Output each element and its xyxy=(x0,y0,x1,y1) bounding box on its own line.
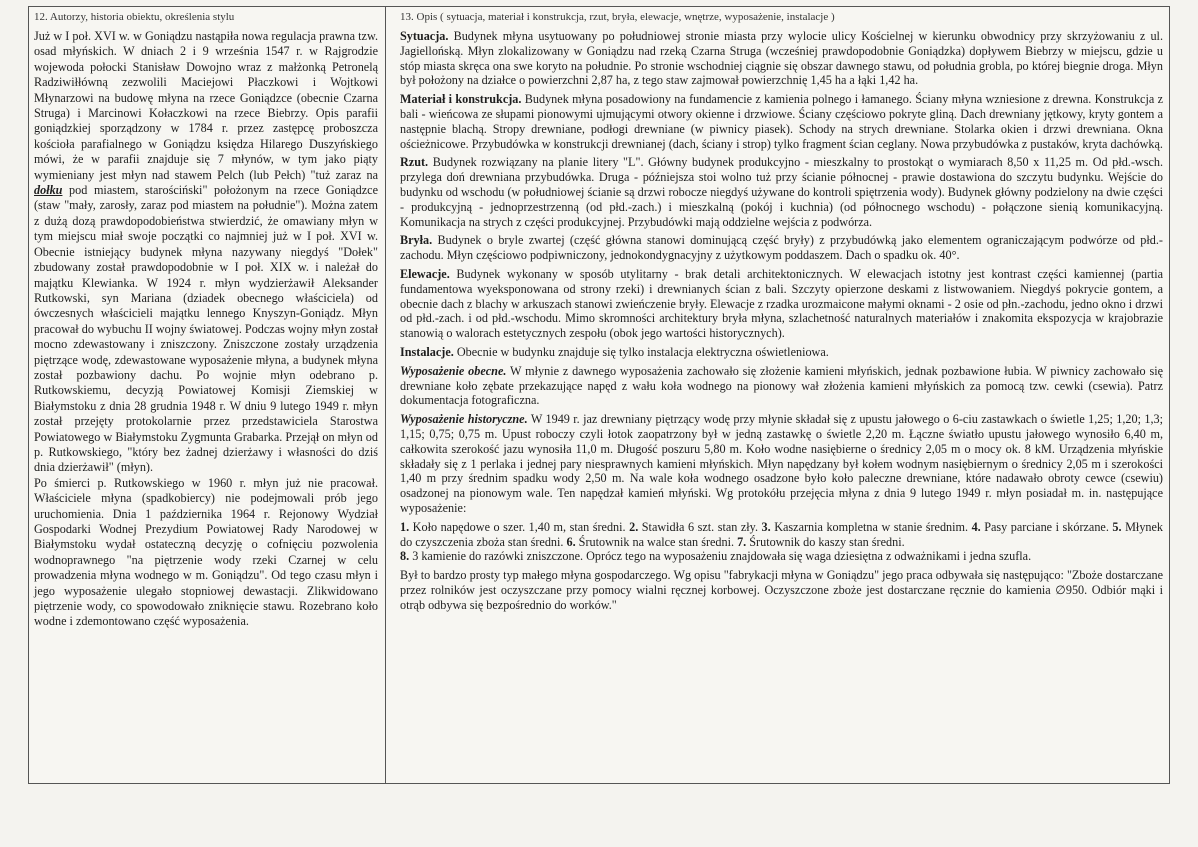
section-text: Budynek wykonany w sposób utylitarny - brak detali architektonicznych. W elewacjach istotny jest kontrast części kamiennej (partia fundamentowa wyeksponowana od strony rzeki) i drewnianych ścian z bali. Szczyty opierzone deskami z listwowaniem. Niegdyś pokrycie gontem, a obecnie dach z blachy w arkuszach stanowi zwieńczenie bryły. Elewacje z rzadka urozmaicone małymi oknami - 2 osie od płn.-zachodu, jedno okno i drzwi od płd.-zach. i od płd.-wschodu. Mimo skromności architektury bryła młyna, szlachetność naturalnych materiałów i znakomita ekspozycja w krajobrazie stanowią o walorach estetycznych zespołu (obok jego wartości historycznych). xyxy=(400,266,1163,341)
description-text xyxy=(400,29,1163,612)
equipment-number: 7. xyxy=(737,534,747,549)
right-column-header: 13. Opis ( sytuacja, materiał i konstrukcja, rzut, bryła, elewacje, wnętrze, wyposażenie, instalacje ) xyxy=(400,11,835,23)
section-title: Wyposażenie historyczne. xyxy=(400,412,528,427)
equipment-item: Kaszarnia kompletna w stanie średnim. xyxy=(770,519,972,534)
emphasized-word: dołku xyxy=(34,183,63,198)
equipment-number: 2. xyxy=(629,519,639,534)
section-plan xyxy=(400,155,1163,229)
history-paragraph-2: Po śmierci p. Rutkowskiego w 1960 r. młyn już nie pracował. Właściciele młyna (spadkobiercy) nie podejmowali prób jego uruchomienia. Dnia 1 października 1964 r. Rejonowy Wydział Gospodarki Wodnej Prezydium Powiatowej Rady Narodowej w Białymstoku wydał ostateczną decyzję o cofnięciu pozwolenia wodnoprawnego "na piętrzenie wody rzeki Czarnej w celu prowadzenia młyna wodnego w m. Goniądzu". Od tego czasu młyn i jego wyposażenie ulegało stopniowej dewastacji. Zlikwidowano piętrzenie wody, co spowodowało zniknięcie stawu. Rozebrano koło wodne i zdemontowano część wyposażenia. xyxy=(34,475,378,629)
equipment-item: 3 kamienie do razówki zniszczone. Oprócz tego na wyposażeniu znajdowała się waga dziesiętna z odważnikami i jedna szufla. xyxy=(409,549,1032,564)
equipment-number: 6. xyxy=(566,534,576,549)
equipment-number: 8. xyxy=(400,549,410,564)
section-title: Rzut. xyxy=(400,155,429,170)
section-text: Budynek młyna usytuowany po południowej stronie miasta przy wylocie ulicy Kościelnej w kierunku obwodnicy przy skrzyżowaniu z ul. Jagiellońską. Młyn zlokalizowany w Goniądzu nad rzeką Czarna Struga (wcześniej prawdopodobnie Goniądzka) dopływem Biebrzy w miejscu, gdzie u stóp miasta skręca ona swe koryto na południe. Po stronie wschodniej ciągnie się obszar dawnego stawu, od południa grobla, po której biegnie droga. Młyn był położony na działce o powierzchni 2,87 ha, z tego staw zajmował powierzchnię 1,45 ha a łąki 1,42 ha. xyxy=(400,29,1163,88)
section-title: Materiał i konstrukcja. xyxy=(400,92,522,107)
section-elevations xyxy=(400,267,1163,341)
section-title: Sytuacja. xyxy=(400,29,449,43)
equipment-item: Koło napędowe o szer. 1,40 m, stan średni. xyxy=(409,519,630,534)
equipment-item: Stawidła 6 szt. stan zły. xyxy=(638,519,762,534)
section-text: Budynek młyna posadowiony na fundamencie z kamienia polnego i łamanego. Ściany młyna wzniesione z drewna. Konstrukcja z bali - wieńcowa ze słupami pionowymi ujmującymi otwory okienne i drzwiowe. Ściany częściowo pokryte gliną. Dach drewniany jętkowy, kryty gontem a następnie blachą. Stropy drewniane, podłogi drewniane (w piwnicy piasek). Schody na strych drewniane. Stolarka okien i drzwi drewniana. Okna ościeżnicowe. Przybudówka w konstrukcji drewnianej (dach, ściany i strop) tylko fragment ścian ceglany. Nowa przybudówka z pustaków, kryta dachówką. xyxy=(400,92,1163,151)
history-text-part: Już w I poł. XVI w. w Goniądzu nastąpiła nowa regulacja prawna tzw. osad młyńskich. W dniach 2 i 9 września 1547 r. w Rajgrodzie wojewoda połocki Stanisław Dowojno wraz z małżonką Petronelą Radziwiłłówną zezwolili Maciejowi Płaczkowi i Wojtkowi Młynarzowi na budowę młyna na rzece Goniądzce (obecnie Czarna Struga) i Marcinowi Kołaczkowi na rzece Biebrzy. Opis parafii goniądzkiej sporządzony w 1784 r. przez zastępcę proboszcza kościoła parafialnego w Goniądzu księdza Hilarego Duszyńskiego mówi, że w parafii znajduje się 7 młynów, w tym jako piąty wymieniany jest młyn nad stawem Pelch (lub Pełch) "tuż zaraz na xyxy=(34,29,378,182)
equipment-item: Młynek do czyszczenia zboża stan średni. xyxy=(400,519,1164,549)
section-text: W młynie z dawnego wyposażenia zachowało się złożenie kamieni młyńskich, jednak pozbawione łubia. W piwnicy zachowało się drewniane koło zębate przekazujące napęd z wału koła wodnego na pionowy wał złożenia kamieni młyńskich za pomocą tzw. cewki (csewia). Patrz dokumentacja fotograficzna. xyxy=(400,363,1163,408)
section-text: Budynek o bryle zwartej (część główna stanowi dominującą część bryły) z przybudówką jako elementem ograniczającym podwórze od płd.-zachodu. Młyn częściowo podpiwniczony, jednokondygnacyjny z użytkowym poddaszem. Dach o spadku ok. 40°. xyxy=(400,233,1163,263)
history-paragraph-1 xyxy=(34,29,378,476)
history-text xyxy=(34,29,378,630)
section-title: Instalacje. xyxy=(400,344,454,359)
equipment-number: 3. xyxy=(761,519,771,534)
section-situation xyxy=(400,29,1163,88)
equipment-item: Śrutownik na walce stan średni. xyxy=(575,534,738,549)
closing-paragraph: Był to bardzo prosty typ małego młyna gospodarczego. Wg opisu "fabrykacji młyna w Goniądzu" jego praca odbywała się następująco: "Zboże dostarczane przez rolników jest oczyszczane przy pomocy wialni ręcznej korbowej. Oczyszczone zboże jest dostarczane ręcznie do kamienia ∅950. Odbiór mąki i otrąb odbywa się bezpośrednio do worków." xyxy=(400,568,1163,612)
section-installations xyxy=(400,345,1163,360)
equipment-line-8 xyxy=(400,549,1163,564)
section-title: Bryła. xyxy=(400,233,433,248)
equipment-item: Śrutownik do kaszy stan średni. xyxy=(746,534,905,549)
equipment-item: Pasy parciane i skórzane. xyxy=(980,519,1113,534)
section-current-equipment xyxy=(400,364,1163,408)
section-historic-equipment xyxy=(400,412,1163,516)
equipment-number: 4. xyxy=(971,519,981,534)
section-material xyxy=(400,92,1163,151)
left-column xyxy=(29,7,386,783)
section-text: Obecnie w budynku znajduje się tylko instalacja elektryczna oświetleniowa. xyxy=(453,344,829,359)
section-title: Wyposażenie obecne. xyxy=(400,363,507,378)
left-column-header: 12. Autorzy, historia obiektu, określenia stylu xyxy=(34,11,235,23)
document-frame xyxy=(28,6,1170,784)
equipment-number: 1. xyxy=(400,519,410,534)
section-text: Budynek rozwiązany na planie litery "L". Główny budynek produkcyjno - mieszkalny to prostokąt o wymiarach 8,50 x 11,25 m. Od płd.-wsch. przylega doń drewniana przybudówka. Druga - późniejsza stoi wolno tuż przy ścianie północnej - prawie dostawiona do szczytu budynku. Wejście do budynku od wschodu (w południowej ścianie są drzwi robocze niegdyś używane do kontroli spiętrzenia wody). Budynek główny podzielony na dwie części - produkcyjną - jednoprzestrzenną (od płd.-zach.) i mieszkalną (pokój i kuchnia) (od północnego wschodu) - połączone sienią komunikacyjną. Komunikacja na strych z części produkcyjnej. Przybudówki mają oddzielne wejścia z podwórza. xyxy=(400,155,1163,229)
section-text: W 1949 r. jaz drewniany piętrzący wodę przy młynie składał się z upustu jałowego o 6-ciu zastawkach o świetle 1,25; 1,20; 1,3; 1,15; 0,75; 0,75 m. Upust roboczy czyli łotok zaopatrzony był w jedną zastawkę o świetle 2,20 m. Łączne światło upustu jałowego wynosiło 6,40 m, całkowita szerokość jazu wynosiła 11,0 m. Długość poszuru 5,80 m. Koło wodne nasiębierne o średnicy 2,05 m o mocy ok. 8 kM. Urządzenia młyńskie składały się z 1 perlaka i jednej pary niesprawnych kamieni młyńskich. Młyn napędzany był kołem wodnym nasiębiernym o średnicy 2,05 m i szerokości 1,40 m przy średnim spadku wody 2,50 m. Na wale koła wodnego osadzone było koło paleczne drewniane, które nadawało obroty cewce (csewiu) osadzonej na pionowym wale. Ten napędzał kamień młyński. Wg protokółu przejęcia młyna z dnia 9 lutego 1949 r. młyn posiadał m. in. następujące wyposażenie: xyxy=(400,412,1164,515)
equipment-list xyxy=(400,520,1163,550)
history-text-part: pod miastem, starościński" położonym na rzece Goniądzce (staw "mały, zarosły, zaraz pod miastem na południe"). Można zatem z dużą dozą prawdopodobieństwa stwierdzić, że omawiany młyn w tym miejscu miał swoje początki co najmniej już w I poł. XVI w. Obecnie istniejący budynek młyna nazywany niegdyś "Dołek" zbudowany został prawdopodobnie w I poł. XIX w. i należał do majątku Klewianka. W 1924 r. młyn wydzierżawił Aleksander Rutkowski, syn Mariana (dziadek obecnego właściciela) od ówczesnych właścicieli majątku lennego Knyszyn-Goniądz. Młyn pracował do wybuchu II wojny światowej. Podczas wojny młyn został mocno zdewastowany i zniszczony. Zniszczone zostały urządzenia piętrzące wodę, zdewastowane wyposażenie młyna, a budynek młyna został pozbawiony dachu. Po wojnie młyn odebrano p. Rutkowskiemu, decyzją Powiatowej Komisji Ziemskiej w Białymstoku z dnia 28 grudnia 1948 r. W dniu 9 lutego 1949 r. młyn został przejęty protokolarnie przez przedstawiciela Starostwa Powiatowego w Białymstoku Zygmunta Grabarka. Przejął on młyn od p. Rutkowskiego, "który bez żadnej dzierżawy i własności do dziś dnia dzierżawił" (młyn). xyxy=(34,183,378,475)
section-title: Elewacje. xyxy=(400,266,450,281)
section-shape xyxy=(400,233,1163,263)
right-column xyxy=(386,7,1169,783)
equipment-number: 5. xyxy=(1112,519,1122,534)
